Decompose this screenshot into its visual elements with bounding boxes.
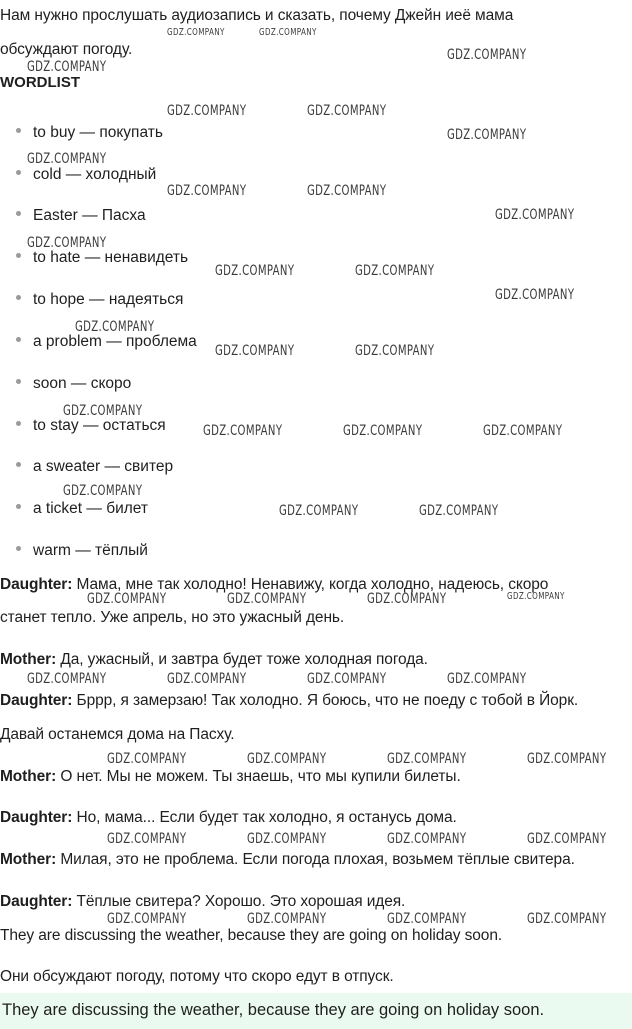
- watermark: GDZ.COMPANY: [63, 403, 143, 419]
- watermark: GDZ.COMPANY: [215, 263, 295, 279]
- watermark: GDZ.COMPANY: [27, 235, 107, 251]
- wordlist-item: warm — тёплый: [16, 541, 148, 561]
- watermark: GDZ.COMPANY: [107, 911, 187, 927]
- watermark: GDZ.COMPANY: [279, 503, 359, 519]
- dialogue-line: Daughter: Мама, мне так холодно! Ненавижу, когда холодно, надеюсь, скоро: [0, 576, 549, 593]
- dialogue-text: Мама, мне так холодно! Ненавижу, когда холодно, надеюсь, скоро: [72, 576, 549, 593]
- intro-line-1: Нам нужно прослушать аудиозапись и сказать, почему Джейн иеё мама: [0, 7, 514, 24]
- highlighted-answer-text: They are discussing the weather, because they are going on holiday soon.: [2, 1001, 545, 1019]
- speaker-name: Daughter: [0, 692, 68, 709]
- dialogue-line: Daughter: Бррр, я замерзаю! Так холодно. Я боюсь, что не поеду с тобой в Йорк.: [0, 692, 579, 709]
- speaker-name: Daughter: [0, 576, 68, 593]
- watermark: GDZ.COMPANY: [527, 751, 607, 767]
- watermark: GDZ.COMPANY: [167, 183, 247, 199]
- watermark: GDZ.COMPANY: [483, 423, 563, 439]
- watermark: GDZ.COMPANY: [343, 423, 423, 439]
- watermark: GDZ.COMPANY: [495, 287, 575, 303]
- wordlist-item: to hate — ненавидеть: [16, 248, 188, 268]
- watermark: GDZ.COMPANY: [419, 503, 499, 519]
- speaker-name: Mother: [0, 851, 52, 868]
- bullet-icon: [16, 421, 21, 426]
- watermark: GDZ.COMPANY: [167, 103, 247, 119]
- watermark: GDZ.COMPANY: [247, 911, 327, 927]
- watermark: GDZ.COMPANY: [227, 591, 307, 607]
- bullet-icon: [16, 253, 21, 258]
- watermark: GDZ.COMPANY: [27, 671, 107, 687]
- bullet-icon: [16, 211, 21, 216]
- dialogue-text: Но, мама... Если будет так холодно, я останусь дома.: [72, 809, 457, 826]
- bullet-icon: [16, 337, 21, 342]
- bullet-icon: [16, 128, 21, 133]
- wordlist-item: to stay — остаться: [16, 416, 166, 436]
- wordlist-item: a sweater — свитер: [16, 457, 173, 477]
- watermark: GDZ.COMPANY: [63, 483, 143, 499]
- bullet-icon: [16, 379, 21, 384]
- dialogue-line-continuation: Давай останемся дома на Пасху.: [0, 726, 235, 743]
- wordlist-item: to buy — покупать: [16, 123, 163, 143]
- watermark: GDZ.COMPANY: [247, 831, 327, 847]
- watermark: GDZ.COMPANY: [447, 127, 527, 143]
- bullet-icon: [16, 295, 21, 300]
- wordlist-heading: WORDLIST: [0, 74, 80, 91]
- watermark: GDZ.COMPANY: [107, 751, 187, 767]
- dialogue-line: Mother: Да, ужасный, и завтра будет тоже холодная погода.: [0, 651, 428, 668]
- speaker-name: Daughter: [0, 809, 68, 826]
- watermark: GDZ.COMPANY: [27, 59, 107, 75]
- watermark: GDZ.COMPANY: [387, 911, 467, 927]
- speaker-name: Mother: [0, 651, 52, 668]
- dialogue-line-continuation: станет тепло. Уже апрель, но это ужасный день.: [0, 609, 345, 626]
- dialogue-text: Бррр, я замерзаю! Так холодно. Я боюсь, что не поеду с тобой в Йорк.: [72, 692, 579, 709]
- dialogue-text: Милая, это не проблема. Если погода плохая, возьмем тёплые свитера.: [56, 851, 575, 868]
- wordlist-item: Easter — Пасха: [16, 206, 146, 226]
- intro-line-2: обсуждают погоду.: [0, 41, 133, 58]
- watermark: GDZ.COMPANY: [75, 319, 155, 335]
- dialogue-line: Daughter: Но, мама... Если будет так холодно, я останусь дома.: [0, 809, 457, 826]
- highlighted-answer-box: [0, 993, 632, 1029]
- dialogue-text: Да, ужасный, и завтра будет тоже холодная погода.: [56, 651, 428, 668]
- dialogue-text: О нет. Мы не можем. Ты знаешь, что мы купили билеты.: [56, 768, 461, 785]
- watermark: GDZ.COMPANY: [527, 831, 607, 847]
- watermark: GDZ.COMPANY: [307, 671, 387, 687]
- watermark: GDZ.COMPANY: [495, 207, 575, 223]
- dialogue-line: Mother: О нет. Мы не можем. Ты знаешь, что мы купили билеты.: [0, 768, 461, 785]
- wordlist-item: a ticket — билет: [16, 499, 148, 519]
- watermark: GDZ.COMPANY: [367, 591, 447, 607]
- watermark: GDZ.COMPANY: [307, 183, 387, 199]
- watermark: GDZ.COMPANY: [87, 591, 167, 607]
- watermark: GDZ.COMPANY: [203, 423, 283, 439]
- wordlist-item: to hope — надеяться: [16, 290, 183, 310]
- bullet-icon: [16, 170, 21, 175]
- watermark: GDZ.COMPANY: [215, 343, 295, 359]
- watermark: GDZ.COMPANY: [247, 751, 327, 767]
- bullet-icon: [16, 462, 21, 467]
- watermark: GDZ.COMPANY: [167, 671, 247, 687]
- watermark: GDZ.COMPANY: [447, 671, 527, 687]
- wordlist-item: cold — холодный: [16, 165, 156, 185]
- bullet-icon: [16, 546, 21, 551]
- bullet-icon: [16, 504, 21, 509]
- watermark: GDZ.COMPANY: [527, 911, 607, 927]
- watermark: GDZ.COMPANY: [259, 27, 317, 38]
- dialogue-line: Mother: Милая, это не проблема. Если погода плохая, возьмем тёплые свитера.: [0, 851, 575, 868]
- watermark: GDZ.COMPANY: [107, 831, 187, 847]
- speaker-name: Daughter: [0, 893, 68, 910]
- watermark: GDZ.COMPANY: [355, 263, 435, 279]
- watermark: GDZ.COMPANY: [387, 831, 467, 847]
- watermark: GDZ.COMPANY: [355, 343, 435, 359]
- wordlist-item: a problem — проблема: [16, 332, 197, 352]
- watermark: GDZ.COMPANY: [307, 103, 387, 119]
- answer-russian: Они обсуждают погоду, потому что скоро едут в отпуск.: [0, 968, 394, 985]
- watermark: GDZ.COMPANY: [167, 27, 225, 38]
- dialogue-text: Тёплые свитера? Хорошо. Это хорошая идея.: [72, 893, 406, 910]
- watermark: GDZ.COMPANY: [387, 751, 467, 767]
- wordlist-item: soon — скоро: [16, 374, 131, 394]
- speaker-name: Mother: [0, 768, 52, 785]
- watermark: GDZ.COMPANY: [447, 47, 527, 63]
- answer-english: They are discussing the weather, because they are going on holiday soon.: [0, 927, 503, 944]
- dialogue-line: Daughter: Тёплые свитера? Хорошо. Это хорошая идея.: [0, 893, 406, 910]
- watermark: GDZ.COMPANY: [507, 591, 565, 602]
- watermark: GDZ.COMPANY: [27, 151, 107, 167]
